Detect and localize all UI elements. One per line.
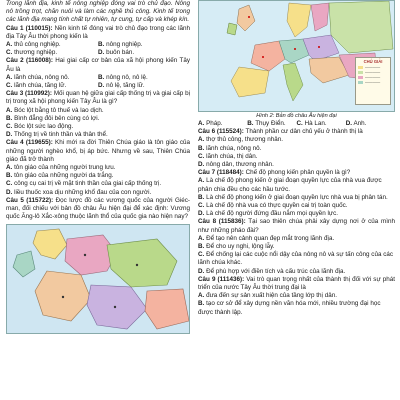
- answer-option-text: Để chống lại các cuộc nổi dậy của nông nô và sự tấn công của các lãnh chúa khác.: [198, 251, 394, 267]
- answer-option[interactable]: [198, 120, 247, 128]
- answer-option-text: Thống trị về tinh thần và thân thể.: [13, 131, 108, 139]
- germanic-kingdoms-map-svg: [7, 225, 190, 333]
- answer-option-text: đưa đến sự sản xuất hiện của tầng lớp thị dân.: [206, 292, 337, 300]
- question-text: Thành phần cư dân chủ yếu ở thành thị là: [245, 128, 363, 136]
- answer-option-text: lãnh chúa, nông nô.: [206, 144, 262, 152]
- answer-option-text: lãnh chúa, nông nô.: [14, 73, 70, 81]
- answer-options: [198, 177, 395, 218]
- answer-option-text: Là chế độ người đứng đầu nắm mọi quyền lực.: [206, 210, 339, 218]
- answer-option-text: Pháp.: [206, 120, 223, 127]
- answer-option-text: Bóc lột sức lao động.: [14, 123, 74, 131]
- answer-option-text: buôn bán.: [106, 49, 135, 57]
- answer-option-key: A.: [6, 73, 13, 81]
- legend-row: ————: [356, 70, 390, 74]
- answer-option[interactable]: [6, 74, 98, 82]
- question-number: Câu 7 (118484):: [198, 169, 244, 177]
- answer-option-key: C.: [6, 180, 13, 188]
- answer-option-text: lãnh chúa, tăng lữ.: [14, 82, 67, 90]
- answer-option[interactable]: [198, 251, 395, 267]
- answer-option[interactable]: [198, 268, 395, 276]
- legend-row: ————: [356, 80, 390, 84]
- right-column: [194, 0, 400, 400]
- map-caption: Hình 2: Bản đồ châu Âu hiện đại: [256, 113, 337, 119]
- answer-option-text: Thụy Điển.: [255, 120, 286, 127]
- answer-option-text: thủ công nghiệp.: [14, 41, 61, 49]
- answer-option-text: công cụ cai trị về mặt tinh thần của giai cấp thống trị.: [14, 180, 162, 188]
- answer-option-key: C.: [198, 152, 205, 160]
- question-stem: [6, 197, 190, 222]
- answer-option[interactable]: [198, 300, 395, 316]
- answer-options: [6, 41, 190, 57]
- answer-option-text: tạo cơ sở để xây dựng nền văn hóa mới, nhiều trường đại học được thành lập.: [198, 300, 381, 316]
- answer-option-key: A.: [198, 234, 205, 242]
- answer-option-key: D.: [98, 49, 105, 57]
- answer-option-text: nông nô, nô lệ.: [106, 73, 148, 81]
- answer-option[interactable]: [198, 194, 395, 202]
- answer-option-key: D.: [98, 82, 105, 90]
- answer-option[interactable]: [6, 107, 190, 115]
- question-text: Đọc lược đồ các vương quốc của người Giéc-man, đối chiếu với bản đồ châu Âu hiện đại để xác định: Vương quốc Ăng-lô Xắc-xông thuộc lãnh thổ của quốc gia nào hiện nay?: [6, 196, 190, 221]
- answer-options: [6, 164, 190, 197]
- answer-option-key: C.: [296, 120, 303, 127]
- answer-option[interactable]: [198, 145, 395, 153]
- question-number: Câu 6 (115524):: [198, 128, 244, 136]
- answer-option[interactable]: [198, 202, 395, 210]
- question-number: Câu 9 (111436):: [198, 275, 245, 283]
- answer-options: [198, 292, 395, 317]
- answer-option-text: Để phù hợp với điền tích và cấu trúc của lãnh địa.: [206, 267, 346, 275]
- answer-option[interactable]: [6, 115, 190, 123]
- map-legend-title: CHÚ GIẢI: [363, 59, 383, 64]
- question-stem: [6, 90, 190, 106]
- question-number: Câu 3 (110992):: [6, 90, 52, 98]
- answer-option-key: A.: [6, 41, 13, 49]
- answer-option-key: A.: [198, 292, 205, 300]
- answer-option-key: A.: [6, 164, 13, 172]
- answer-option-text: Là chế độ phong kiến ở giai đoạn quyền lực nhà vua bị phân tán.: [206, 193, 388, 201]
- answer-options: [6, 74, 190, 90]
- right-questions: [198, 120, 395, 317]
- answer-option-text: Để tạo nên cảnh quan đẹp mắt trong lãnh địa.: [206, 234, 335, 242]
- question-number: Câu 5 (115722):: [6, 196, 54, 204]
- left-questions: [6, 25, 190, 222]
- intro-paragraph: Trong lãnh địa, kinh tế nông nghiệp đóng vai trò chủ đạo. Nông nô trồng trọt, chăn nuôi và làm các nghề thủ công. Kinh tế trong các lãnh địa mang tính chất tự nhiên, tự cung, tự cấp và khép kín.: [6, 0, 190, 24]
- answer-option-text: nông nghiệp.: [106, 41, 143, 49]
- answer-option[interactable]: [6, 180, 190, 188]
- question-number: Câu 1 (110015):: [6, 24, 53, 32]
- answer-option[interactable]: [6, 41, 98, 49]
- legend-row: ————: [356, 65, 390, 69]
- answer-option-key: B.: [198, 193, 205, 201]
- germanic-kingdoms-map: [6, 224, 190, 334]
- question-text: Khi mới ra đời Thiên Chúa giáo là tôn giáo của những người nghèo khổ, bị áp bức. Nhưng về sau, Thiên Chúa giáo đã trở thành: [6, 139, 190, 163]
- answer-option[interactable]: [198, 177, 395, 193]
- answer-option-key: D.: [6, 188, 13, 196]
- legend-row: ————: [356, 75, 390, 79]
- question-stem: [6, 25, 190, 41]
- question-stem: [198, 276, 395, 292]
- question-text: Vai trò quan trọng nhất của thành thị đối với sự phát triển của nước Tây Âu thời trung đại là: [198, 275, 396, 292]
- answer-option-key: C.: [6, 123, 13, 131]
- answer-option-key: D.: [198, 210, 205, 218]
- answer-option-text: Là chế độ nhà vua có thực quyền cai trị toàn quốc.: [206, 202, 348, 210]
- question-stem: [198, 218, 395, 234]
- question-text: Mối quan hệ giữa giai cấp thống trị và giai cấp bị trị trong xã hội phong kiến Tây Âu là gì?: [6, 90, 190, 106]
- answer-option[interactable]: [198, 235, 395, 243]
- question-text: Nền kinh tế đóng vai trò chủ đạo trong các lãnh địa Tây Âu thời phong kiến là: [6, 24, 190, 40]
- answer-option-key: B.: [198, 300, 205, 308]
- answer-option-text: Bóc lột bằng tô thuế và lao dịch.: [14, 106, 104, 114]
- answer-option-key: B.: [98, 41, 105, 49]
- question-text: Chế độ phong kiến phân quyền là gì?: [245, 169, 351, 177]
- answer-option[interactable]: [198, 136, 395, 144]
- answer-option[interactable]: [98, 41, 190, 49]
- answer-option-text: Bình đẳng đôi bên cùng có lợi.: [14, 114, 100, 122]
- answer-options: [198, 120, 395, 128]
- answer-option-key: D.: [345, 120, 353, 127]
- answer-option-text: lãnh chúa, thị dân.: [206, 152, 258, 160]
- answer-option[interactable]: [6, 82, 98, 90]
- question-text: Hai giai cấp cơ bản của xã hội phong kiến Tây Âu là: [6, 57, 190, 73]
- answer-options: [6, 107, 190, 140]
- question-text: Tại sao thiên chúa phải xây dựng nơi ở của mình như những pháo đài?: [198, 218, 395, 234]
- answer-option-key: D.: [6, 131, 13, 139]
- answer-option-key: C.: [198, 202, 205, 210]
- answer-option-text: thương nghiệp.: [14, 49, 58, 57]
- answer-option-text: thợ thủ công, thương nhân.: [206, 136, 283, 144]
- answer-option-text: nô lệ, tăng lữ.: [106, 82, 145, 90]
- answer-option-text: tôn giáo của những người trung lưu.: [14, 164, 116, 172]
- answer-option-key: A.: [198, 177, 205, 185]
- answer-option-key: B.: [198, 243, 205, 251]
- left-column: [0, 0, 194, 400]
- answer-option-key: B.: [6, 172, 13, 180]
- answer-option[interactable]: [297, 120, 346, 128]
- answer-option-key: A.: [6, 106, 13, 114]
- answer-option-key: A.: [198, 136, 205, 144]
- answer-option-text: Để cho uy nghi, lộng lẫy.: [206, 243, 275, 251]
- answer-option-text: Anh.: [353, 120, 367, 127]
- answer-option-key: B.: [6, 114, 13, 122]
- answer-option-key: B.: [198, 144, 205, 152]
- answer-option-key: D.: [198, 161, 205, 169]
- answer-option-key: D.: [198, 267, 205, 275]
- answer-option-text: Hà Lan.: [304, 120, 327, 127]
- answer-option[interactable]: [6, 189, 190, 197]
- answer-option[interactable]: [198, 153, 395, 161]
- question-stem: [6, 57, 190, 73]
- answer-option-key: C.: [6, 49, 13, 57]
- answer-option-key: B.: [247, 120, 254, 127]
- question-number: Câu 4 (119655):: [6, 139, 53, 147]
- answer-option-text: nông dân, thương nhân.: [206, 161, 274, 169]
- answer-options: [198, 136, 395, 169]
- answer-option[interactable]: [346, 120, 395, 128]
- answer-option-key: C.: [6, 82, 13, 90]
- answer-option[interactable]: [247, 120, 296, 128]
- question-number: Câu 2 (116008):: [6, 57, 53, 65]
- question-stem: [6, 139, 190, 164]
- answer-option-text: liều thuốc xoa dịu những khổ đau của con người.: [14, 188, 152, 196]
- answer-option[interactable]: [198, 161, 395, 169]
- modern-europe-map: [198, 0, 395, 112]
- answer-option-key: C.: [198, 251, 205, 259]
- answer-option-text: Là chế độ phong kiến ở giai đoạn quyền lực của nhà vua được phân chia đều cho các hầu tước.: [198, 177, 382, 193]
- answer-option[interactable]: [98, 82, 190, 90]
- answer-option-key: A.: [198, 120, 205, 127]
- answer-option[interactable]: [98, 74, 190, 82]
- answer-option-text: tôn giáo của những người da trắng.: [14, 172, 114, 180]
- map-legend: [355, 57, 391, 105]
- question-number: Câu 8 (115836):: [198, 218, 246, 226]
- answer-options: [198, 235, 395, 276]
- answer-option-key: B.: [98, 73, 105, 81]
